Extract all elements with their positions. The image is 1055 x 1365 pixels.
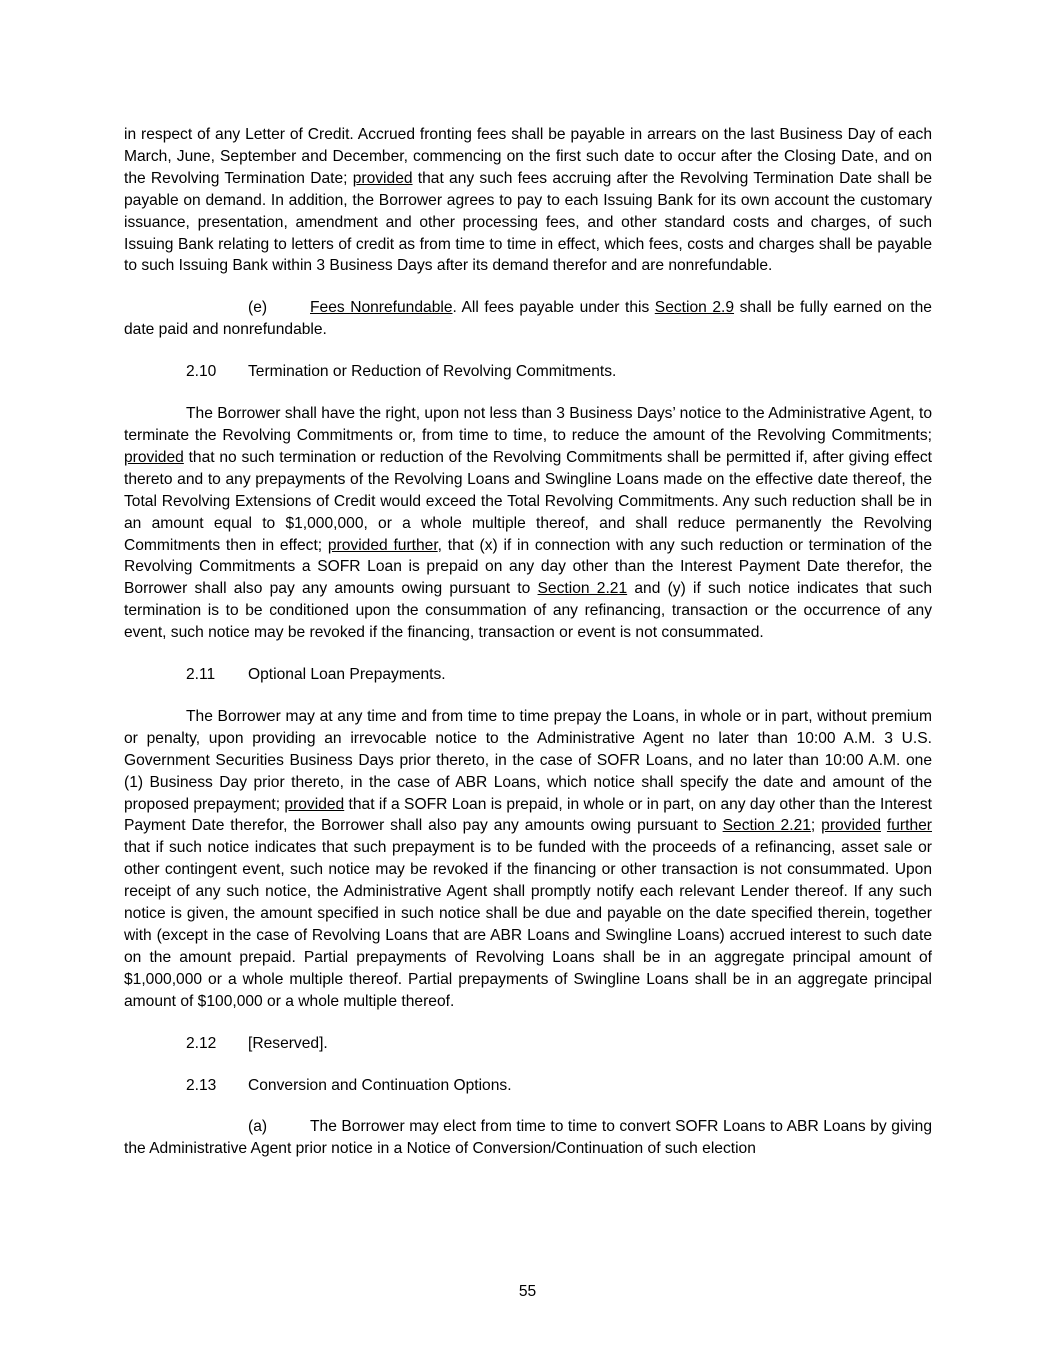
section-reference: Section 2.9 <box>654 299 735 317</box>
section-number: 2.10 <box>186 363 217 381</box>
section-heading-2-10 <box>124 361 932 383</box>
text-run: The Borrower may elect from time to time to convert SOFR Loans to ABR Loans by giving the Administrative Agent prior notice in a Notice of Conversion/Continuation of such election <box>124 1118 932 1158</box>
underlined-term: provided <box>124 448 184 466</box>
text-run: that no such termination or reduction of the Revolving Commitments shall be permitted if, after giving effect thereto and to any prepayments of the Revolving Loans and Swingline Loans made on the effective date thereof, the Total Revolving Extensions of Credit would exceed the Total Revolving Commitments. Any such reduction shall be in an amount equal to $1,000,000, or a whole multiple thereof, and shall reduce permanently the Revolving Commitments then in effect; <box>124 448 932 554</box>
text-run: and (y) if such notice indicates that such termination is to be conditioned upon the consummation of any refinancing, transaction or the occurrence of any event, such notice may be revoked if the financing, transaction or event is not consummated. <box>124 580 932 642</box>
paragraph-conversion-a <box>124 1116 932 1160</box>
section-heading-2-11 <box>124 664 932 686</box>
text-run: The Borrower may at any time and from time to time prepay the Loans, in whole or in part, without premium or penalty, upon providing an irrevocable notice to the Administrative Agent no later than 10:00 A.M. 3 U.S. Government Securities Business Days prior thereto, in the case of SOFR Loans, and no later than 10:00 A.M. one (1) Business Day prior thereto, in the case of ABR Loans, which notice shall specify the date and amount of the proposed prepayment; <box>124 707 932 813</box>
text-run: in respect of any Letter of Credit. Accrued fronting fees shall be payable in arrears on the last Business Day of each March, June, September and December, commencing on the first such date to occur after the Closing Date, and on the Revolving Termination Date; <box>124 126 932 187</box>
section-title: [Reserved]. <box>248 1034 328 1052</box>
text-run: shall be fully earned on the date paid and nonrefundable. <box>124 299 932 339</box>
paragraph-fees-nonrefundable <box>124 297 932 341</box>
section-title: Optional Loan Prepayments. <box>248 666 446 684</box>
clause-number: (a) <box>248 1118 268 1136</box>
paragraph-fronting-fees <box>124 124 932 277</box>
clause-title: Fees Nonrefundable <box>310 299 453 317</box>
section-heading-2-13 <box>124 1075 932 1097</box>
section-heading-2-12 <box>124 1033 932 1055</box>
section-number: 2.12 <box>186 1034 217 1052</box>
underlined-term: provided further <box>327 536 438 554</box>
underlined-term: provided <box>821 817 881 835</box>
section-title: Termination or Reduction of Revolving Commitments. <box>248 363 617 381</box>
underlined-term: provided <box>352 169 413 187</box>
section-number: 2.13 <box>186 1076 217 1094</box>
document-page <box>124 124 932 1160</box>
page-number: 55 <box>518 1283 537 1300</box>
underlined-term: provided <box>284 795 345 813</box>
text-run: , that (x) if in connection with any such reduction or termination of the Revolving Commitments a SOFR Loan is prepaid on any day other than the Interest Payment Date therefor, the Borrower shall also pay any amounts owing pursuant to <box>124 536 932 598</box>
text-run: that any such fees accruing after the Revolving Termination Date shall be payable on demand. In addition, the Borrower agrees to pay to each Issuing Bank for its own account the customary issuance, presentation, amendment and other processing fees, and other standard costs and charges, of such Issuing Bank relating to letters of credit as from time to time in effect, which fees, costs and charges shall be payable to such Issuing Bank within 3 Business Days after its demand therefor and are nonrefundable. <box>124 169 932 275</box>
paragraph-prepayments <box>124 706 932 1013</box>
text-run: ; <box>810 817 822 835</box>
underlined-term: further <box>886 817 932 835</box>
section-reference: Section 2.21 <box>537 580 628 598</box>
text-run: that if a SOFR Loan is prepaid, in whole or in part, on any day other than the Interest Payment Date therefor, the Borrower shall also pay any amounts owing pursuant to <box>124 795 932 835</box>
clause-number: (e) <box>248 299 268 317</box>
paragraph-termination <box>124 403 932 644</box>
text-run: . All fees payable under this <box>452 299 655 317</box>
text-run: The Borrower shall have the right, upon not less than 3 Business Days’ notice to the Administrative Agent, to terminate the Revolving Commitments or, from time to time, to reduce the amount of the Revolving Commitments; <box>124 405 932 444</box>
section-title: Conversion and Continuation Options. <box>248 1076 512 1094</box>
section-reference: Section 2.21 <box>722 817 811 835</box>
text-run: that if such notice indicates that such prepayment is to be funded with the proceeds of a refinancing, asset sale or other contingent event, such notice may be revoked if the financing or other transaction is not consummated. Upon receipt of any such notice, the Administrative Agent shall promptly notify each relevant Lender thereof. If any such notice is given, the amount specified in such notice shall be due and payable on the date specified therein, together with (except in the case of Revolving Loans that are ABR Loans and Swingline Loans) accrued interest to such date on the amount prepaid. Partial prepayments of Revolving Loans shall be in an aggregate principal amount of $1,000,000 or a whole multiple thereof. Partial prepayments of Swingline Loans shall be in an aggregate principal amount of $100,000 or a whole multiple thereof. <box>124 839 932 1010</box>
section-number: 2.11 <box>186 666 216 684</box>
